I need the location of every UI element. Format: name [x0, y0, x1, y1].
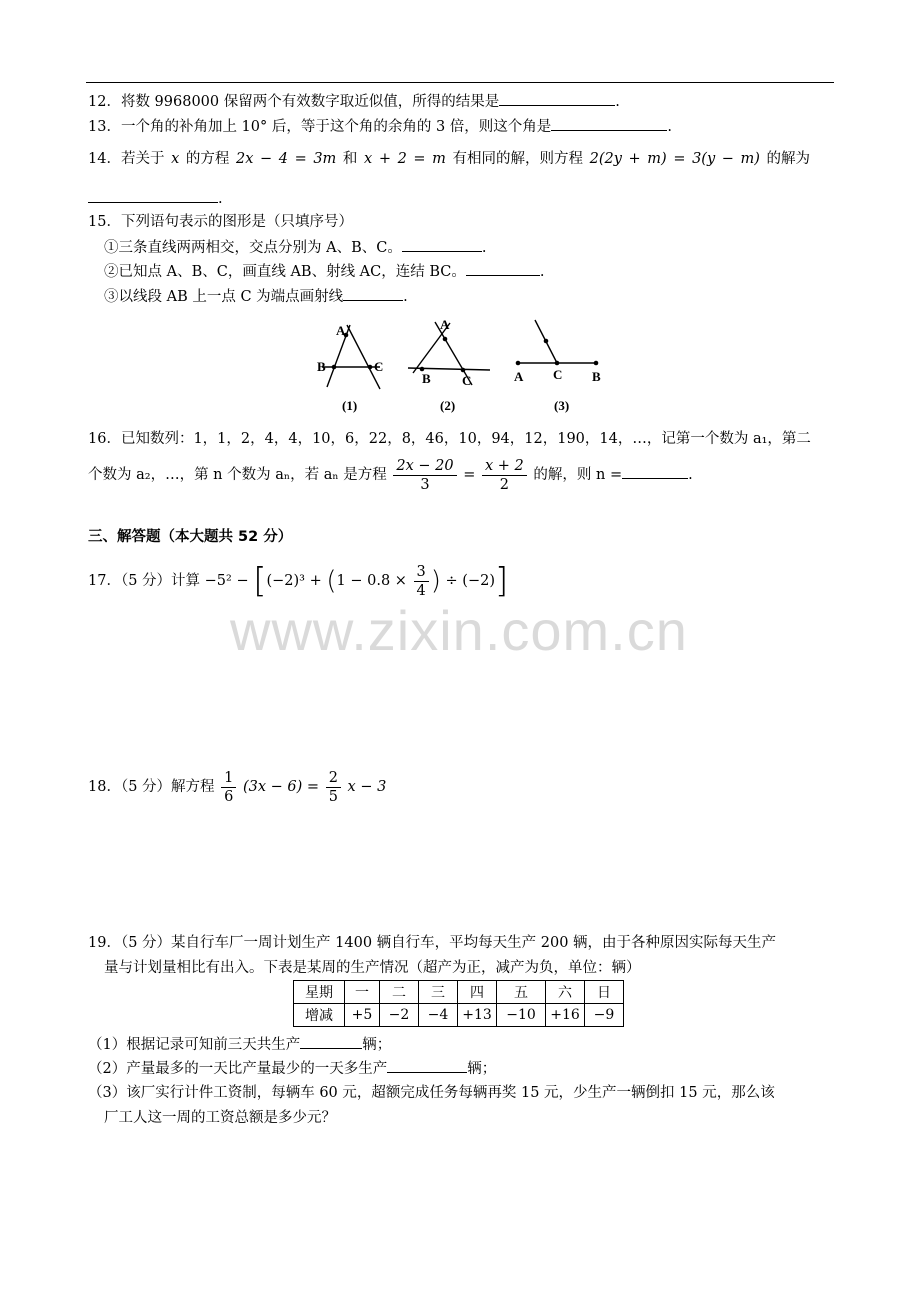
question-15-item-3: ③以线段 AB 上一点 C 为端点画射线 .	[104, 286, 408, 307]
question-12: 12．将数 9968000 保留两个有效数字取近似值，所得的结果是 .	[88, 91, 620, 112]
fig3-label-c: C	[553, 367, 563, 382]
answer-blank-13[interactable]	[551, 116, 667, 131]
question-14-answer: .	[88, 188, 223, 209]
fig2-caption: (2)	[440, 398, 456, 413]
answer-blank-14[interactable]	[88, 188, 218, 203]
fig2-label-a: A	[440, 317, 450, 332]
fig3-label-b: B	[592, 369, 601, 384]
fig1-label-b: B	[317, 359, 326, 374]
expr-part-b: (−2)³ +	[266, 573, 322, 589]
expr-part-d: ÷ (−2)	[445, 573, 495, 589]
fraction-2-5: $\frac{2}{5}$	[326, 769, 341, 806]
fig2-label-b: B	[422, 371, 431, 386]
figure-2	[408, 317, 490, 413]
section-3-title: 三、解答题（本大题共 52 分）	[88, 529, 293, 545]
expr-part-a: −5² −	[204, 573, 249, 589]
table-cell: +13	[458, 1004, 497, 1027]
question-14: 14．若关于 x 的方程 2x − 4 = 3m 和 x + 2 = m 有相同的解，则方程 2(2y + m) = 3(y − m) 的解为	[88, 151, 811, 167]
answer-blank-16[interactable]	[622, 464, 688, 479]
question-19-line-2: 量与计划量相比有出入。下表是某周的生产情况（超产为正，减产为负，单位：辆）	[104, 960, 641, 976]
question-16-line-2: 个数为 a₂，…，第 n 个数为 aₙ，若 aₙ 是方程 $\frac{2x - 20}{3}$ = $\frac{x + 2}{2}$ 的解，则 n = .	[88, 457, 693, 493]
figure-1	[317, 323, 383, 413]
answer-blank-15-3[interactable]	[343, 286, 403, 301]
table-cell: 星期	[294, 981, 345, 1004]
question-17: 17．（5 分）计算 −5² − [(−2)³ + (1 − 0.8 × $\frac{3}{4}$ ) ÷ (−2)]	[88, 561, 509, 601]
table-cell: −9	[585, 1004, 624, 1027]
fig2-label-c: C	[462, 373, 472, 388]
table-cell: −4	[419, 1004, 458, 1027]
table-cell: +5	[345, 1004, 380, 1027]
answer-blank-19-1[interactable]	[300, 1034, 362, 1049]
header-rule	[86, 82, 834, 83]
table-cell: 三	[419, 981, 458, 1004]
equation-2: x + 2 = m	[364, 151, 446, 167]
question-19-line-1: 19．（5 分）某自行车厂一周计划生产 1400 辆自行车，平均每天生产 200 辆，由于各种原因实际每天生产	[88, 935, 777, 951]
table-cell: 二	[380, 981, 419, 1004]
question-13: 13．一个角的补角加上 10° 后，等于这个角的余角的 3 倍，则这个角是 .	[88, 116, 672, 137]
fig1-label-c: C	[374, 359, 384, 374]
figure-3	[514, 320, 601, 413]
answer-blank-19-2[interactable]	[387, 1058, 467, 1073]
question-15-title: 15．下列语句表示的图形是（只填序号）	[88, 214, 353, 230]
table-cell: −10	[497, 1004, 546, 1027]
equation-3: 2(2y + m) = 3(y − m)	[589, 151, 760, 167]
fig1-label-a: A	[336, 323, 346, 338]
watermark: www.zixin.com.cn	[230, 599, 688, 662]
fig3-label-a: A	[514, 369, 524, 384]
table-cell: +16	[546, 1004, 585, 1027]
question-19-sub-3-line-2: 厂工人这一周的工资总额是多少元？	[104, 1110, 336, 1126]
fraction-3-4: $\frac{3}{4}$	[414, 563, 429, 600]
question-15-item-1: ①三条直线两两相交，交点分别为 A、B、C。 .	[104, 237, 486, 258]
fig1-caption: (1)	[342, 398, 358, 413]
fraction-1: $\frac{2x - 20}{3}$	[393, 457, 456, 494]
table-cell: 一	[345, 981, 380, 1004]
question-18: 18．（5 分）解方程 $\frac{1}{6}$ (3x − 6) = $\frac{2}{5}$ x − 3	[88, 769, 387, 805]
geometry-figures	[300, 315, 620, 420]
expr-part-c: 1 − 0.8 ×	[336, 573, 407, 589]
fig3-caption: (3)	[554, 398, 570, 413]
answer-blank-15-2[interactable]	[466, 261, 540, 276]
production-table	[293, 980, 624, 1027]
question-19-sub-3-line-1: （3）该厂实行计件工资制，每辆车 60 元，超额完成任务每辆再奖 15 元，少生产一辆倒扣 15 元，那么该	[88, 1085, 775, 1101]
question-15-item-2: ②已知点 A、B、C，画直线 AB、射线 AC，连结 BC。 .	[104, 261, 544, 282]
answer-blank-15-1[interactable]	[402, 237, 482, 252]
table-cell: 六	[546, 981, 585, 1004]
table-row	[294, 1004, 624, 1027]
table-cell: −2	[380, 1004, 419, 1027]
question-16-line-1: 16．已知数列：1，1，2，4，4，10，6，22，8，46，10，94，12，190，14，…，记第一个数为 a₁，第二	[88, 431, 811, 447]
question-19-sub-1: （1）根据记录可知前三天共生产 辆；	[88, 1034, 391, 1055]
table-cell: 增减	[294, 1004, 345, 1027]
table-cell: 四	[458, 981, 497, 1004]
table-cell: 五	[497, 981, 546, 1004]
table-header-row	[294, 981, 624, 1004]
table-cell: 日	[585, 981, 624, 1004]
question-19-sub-2: （2）产量最多的一天比产量最少的一天多生产 辆；	[88, 1058, 496, 1079]
answer-blank-12[interactable]	[499, 91, 615, 106]
fraction-1-6: $\frac{1}{6}$	[221, 769, 236, 806]
fraction-2: $\frac{x + 2}{2}$	[482, 457, 527, 494]
equation-1: 2x − 4 = 3m	[235, 151, 337, 167]
